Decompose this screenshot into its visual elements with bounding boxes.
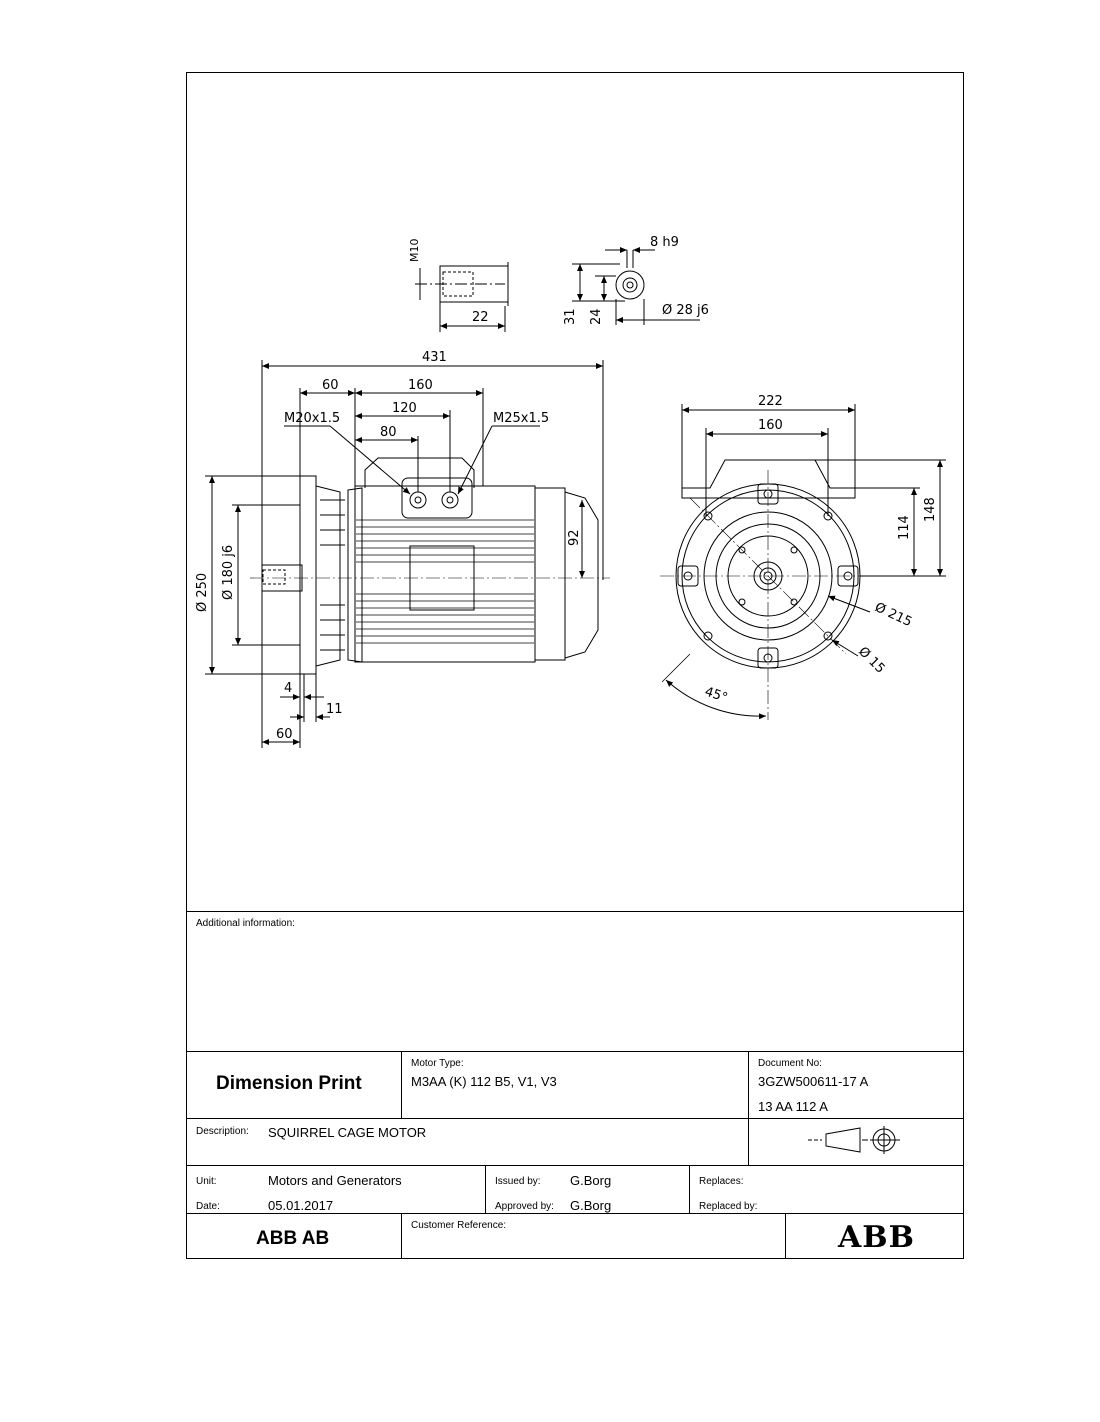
dim-m25: M25x1.5: [493, 411, 550, 426]
date-value: 05.01.2017: [268, 1198, 334, 1213]
dim-120: 120: [392, 401, 417, 416]
document-no-secondary: 13 AA 112 A: [758, 1099, 828, 1114]
dim-15: Ø 15: [855, 644, 888, 677]
dim-160-right: 160: [758, 418, 783, 433]
document-no-label: Document No:: [758, 1058, 822, 1069]
company-name: ABB AB: [256, 1228, 330, 1249]
approved-by-label: Approved by:: [495, 1201, 554, 1212]
dim-8h9: 8 h9: [650, 235, 679, 250]
motor-side-view: [250, 458, 610, 674]
motor-type-label: Motor Type:: [411, 1058, 464, 1069]
motor-front-view: [660, 460, 880, 720]
date-label: Date:: [196, 1201, 220, 1212]
dim-80: 80: [380, 425, 397, 440]
issued-by-label: Issued by:: [495, 1176, 541, 1187]
dim-60-bottom: 60: [276, 727, 293, 742]
replaced-by-label: Replaced by:: [699, 1201, 758, 1212]
description-value: SQUIRREL CAGE MOTOR: [268, 1125, 427, 1140]
dim-m20: M20x1.5: [284, 411, 341, 426]
projection-symbol-icon: [808, 1124, 908, 1156]
dim-31: 31: [563, 308, 578, 325]
unit-label: Unit:: [196, 1176, 217, 1187]
dim-22: 22: [472, 310, 489, 325]
dim-160-top: 160: [408, 378, 433, 393]
dim-215: Ø 215: [872, 600, 915, 631]
dim-431: 431: [422, 350, 447, 365]
dim-148: 148: [923, 497, 938, 522]
document-title: Dimension Print: [216, 1073, 362, 1094]
dim-m10: M10: [408, 238, 421, 262]
front-view-dimensions: [666, 404, 946, 716]
dim-45deg: 45°: [702, 684, 730, 706]
dim-222: 222: [758, 394, 783, 409]
unit-value: Motors and Generators: [268, 1173, 402, 1188]
dim-11: 11: [326, 702, 343, 717]
dim-4: 4: [284, 681, 293, 696]
dim-114: 114: [897, 515, 912, 540]
dim-24: 24: [589, 308, 604, 325]
dim-180j6: Ø 180 j6: [221, 544, 236, 600]
customer-reference-label: Customer Reference:: [411, 1220, 507, 1231]
description-label: Description:: [196, 1126, 249, 1137]
shaft-end-detail: [415, 262, 508, 332]
approved-by-value: G.Borg: [570, 1198, 612, 1213]
additional-info-label: Additional information:: [196, 918, 295, 929]
motor-type-value: M3AA (K) 112 B5, V1, V3: [411, 1074, 557, 1089]
dim-28j6: Ø 28 j6: [662, 303, 709, 318]
document-no-value: 3GZW500611-17 A: [758, 1074, 869, 1089]
dim-250: Ø 250: [195, 572, 210, 612]
dim-92: 92: [567, 529, 582, 546]
dim-60-top: 60: [322, 378, 339, 393]
abb-logo: ABB: [838, 1220, 915, 1255]
replaces-label: Replaces:: [699, 1176, 744, 1187]
issued-by-value: G.Borg: [570, 1173, 612, 1188]
